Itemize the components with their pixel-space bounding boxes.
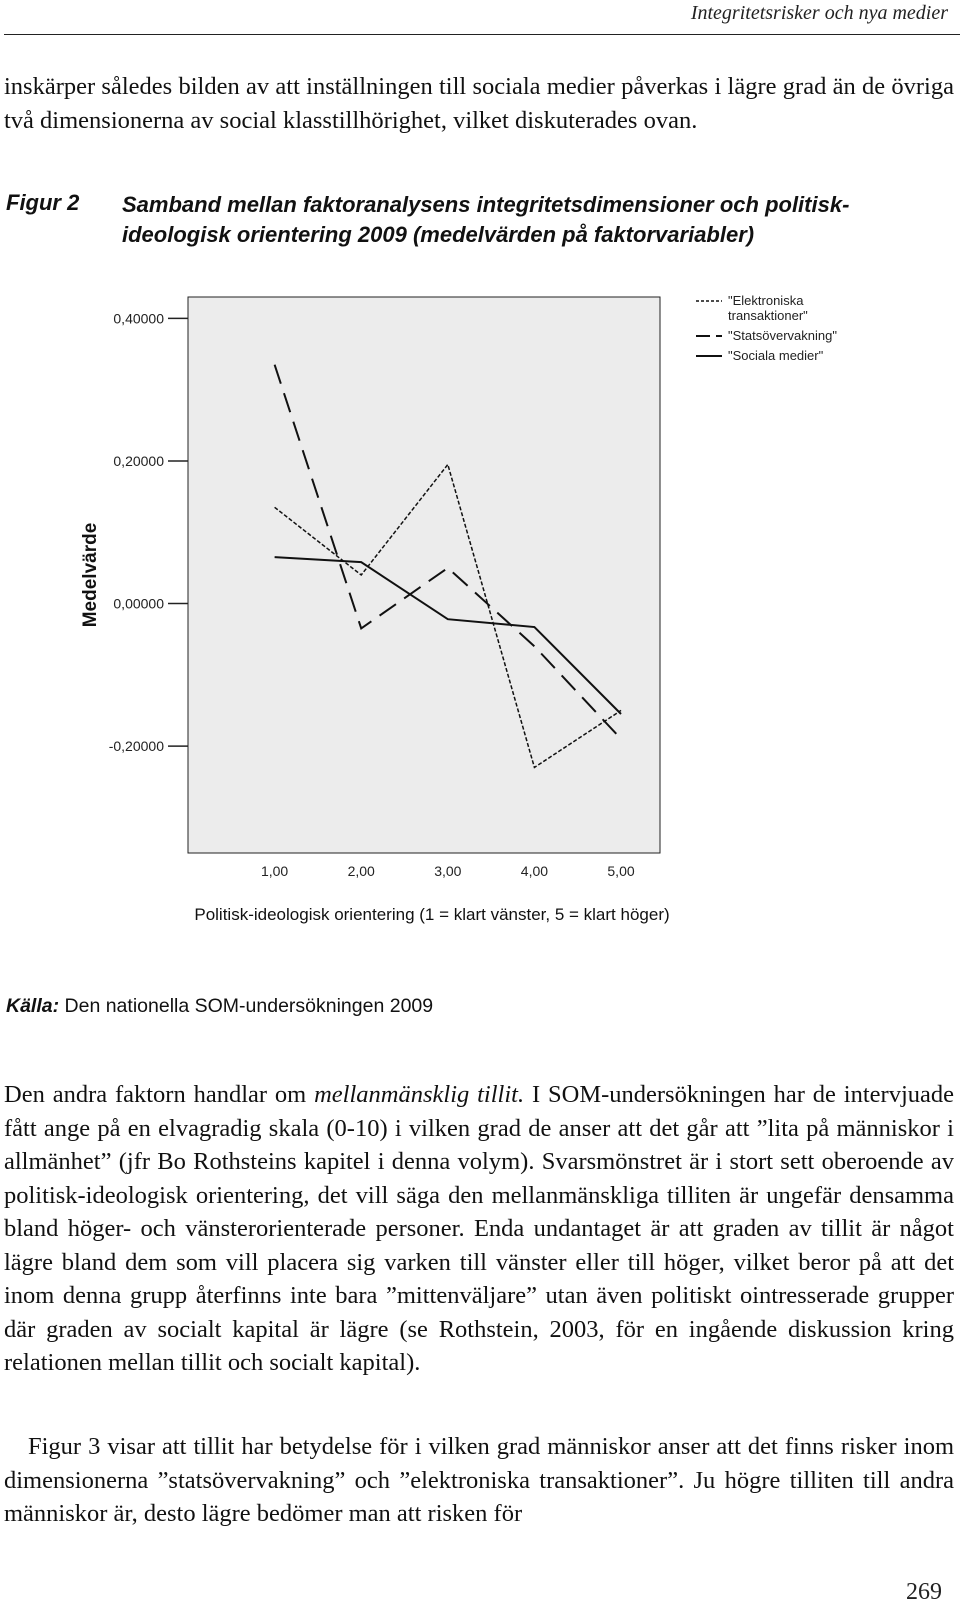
page-number: 269 [906,1579,942,1605]
x-tick-label: 5,00 [607,863,635,879]
legend-label: "Sociala medier" [728,348,824,363]
legend-label: "Statsövervakning" [728,328,837,343]
paragraph-bottom [4,1078,954,1380]
paragraph-bottom-emphasis: mellanmänsklig tillit. [314,1081,525,1108]
paragraph-top: inskärper således bilden av att inställningen till sociala medier påverkas i lägre grad än de övriga två dimensionerna av social klasstillhörighet, vilket diskuterades ovan. [4,73,954,134]
source-label: Källa: [6,995,60,1017]
y-tick-label: 0,40000 [113,310,164,327]
paragraph-bottom-part2: I SOM-undersökningen har de intervjuade fått ange på en elvagradig skala (0-10) i vilken grad de anser att det går att ”lita på människor i allmänhet” (jfr Bo Rothsteins kapitel i denna volym). Svarsmönstret är i stort sett oberoende av politisk-ideologisk orientering, det vill säga den mellanmänskliga tilliten är ungefär densamma bland höger- och vänsterorienterade personer. Enda undantaget är att graden av tillit är något lägre bland dem som vill placera sig varken till vänster eller till höger, vilket beror på att det inom denna grupp återfinns inte bara ”mittenväljare” utan även politiskt ointresserade grupper där graden av socialt kapital är lägre (se Rothstein, 2003, för en ingående diskussion kring relationen mellan tillit och socialt kapital). [4,1081,954,1376]
x-axis-label: Politisk-ideologisk orientering (1 = klart vänster, 5 = klart höger) [194,905,670,924]
source-note [6,995,433,1018]
y-axis-label: Medelvärde [80,522,101,628]
x-tick-label: 2,00 [347,863,375,879]
paragraph-bottom-part1: Den andra faktorn handlar om [4,1081,315,1108]
y-axis [109,310,188,754]
x-axis [261,863,635,879]
x-tick-label: 3,00 [434,863,462,879]
plot-area [188,297,660,853]
y-tick-label: -0,20000 [108,738,164,755]
legend-label: "Elektroniska [728,293,804,308]
y-tick-label: 0,00000 [113,595,164,612]
paragraph-last: Figur 3 visar att tillit har betydelse för i vilken grad människor anser att det finns risker inom dimensionerna ”statsövervakning” och ”elektroniska transaktioner”. Ju högre tilliten till andra människor är, desto lägre bedömer man att risken för [4,1433,954,1527]
source-text: Den nationella SOM-undersökningen 2009 [59,995,434,1017]
header-rule [4,34,960,35]
running-title: Integritetsrisker och nya medier [690,2,948,24]
figure-title: Samband mellan faktoranalysens integritetsdimensioner och politisk-ideologisk orientering 2009 (medelvärden på faktorvariabler) [122,192,850,247]
legend-label: transaktioner" [728,308,808,323]
x-tick-label: 1,00 [260,863,289,879]
y-tick-label: 0,20000 [113,452,164,469]
x-tick-label: 4,00 [520,863,549,879]
figure-label: Figur 2 [6,190,80,215]
legend [696,293,837,363]
line-chart [0,270,960,990]
